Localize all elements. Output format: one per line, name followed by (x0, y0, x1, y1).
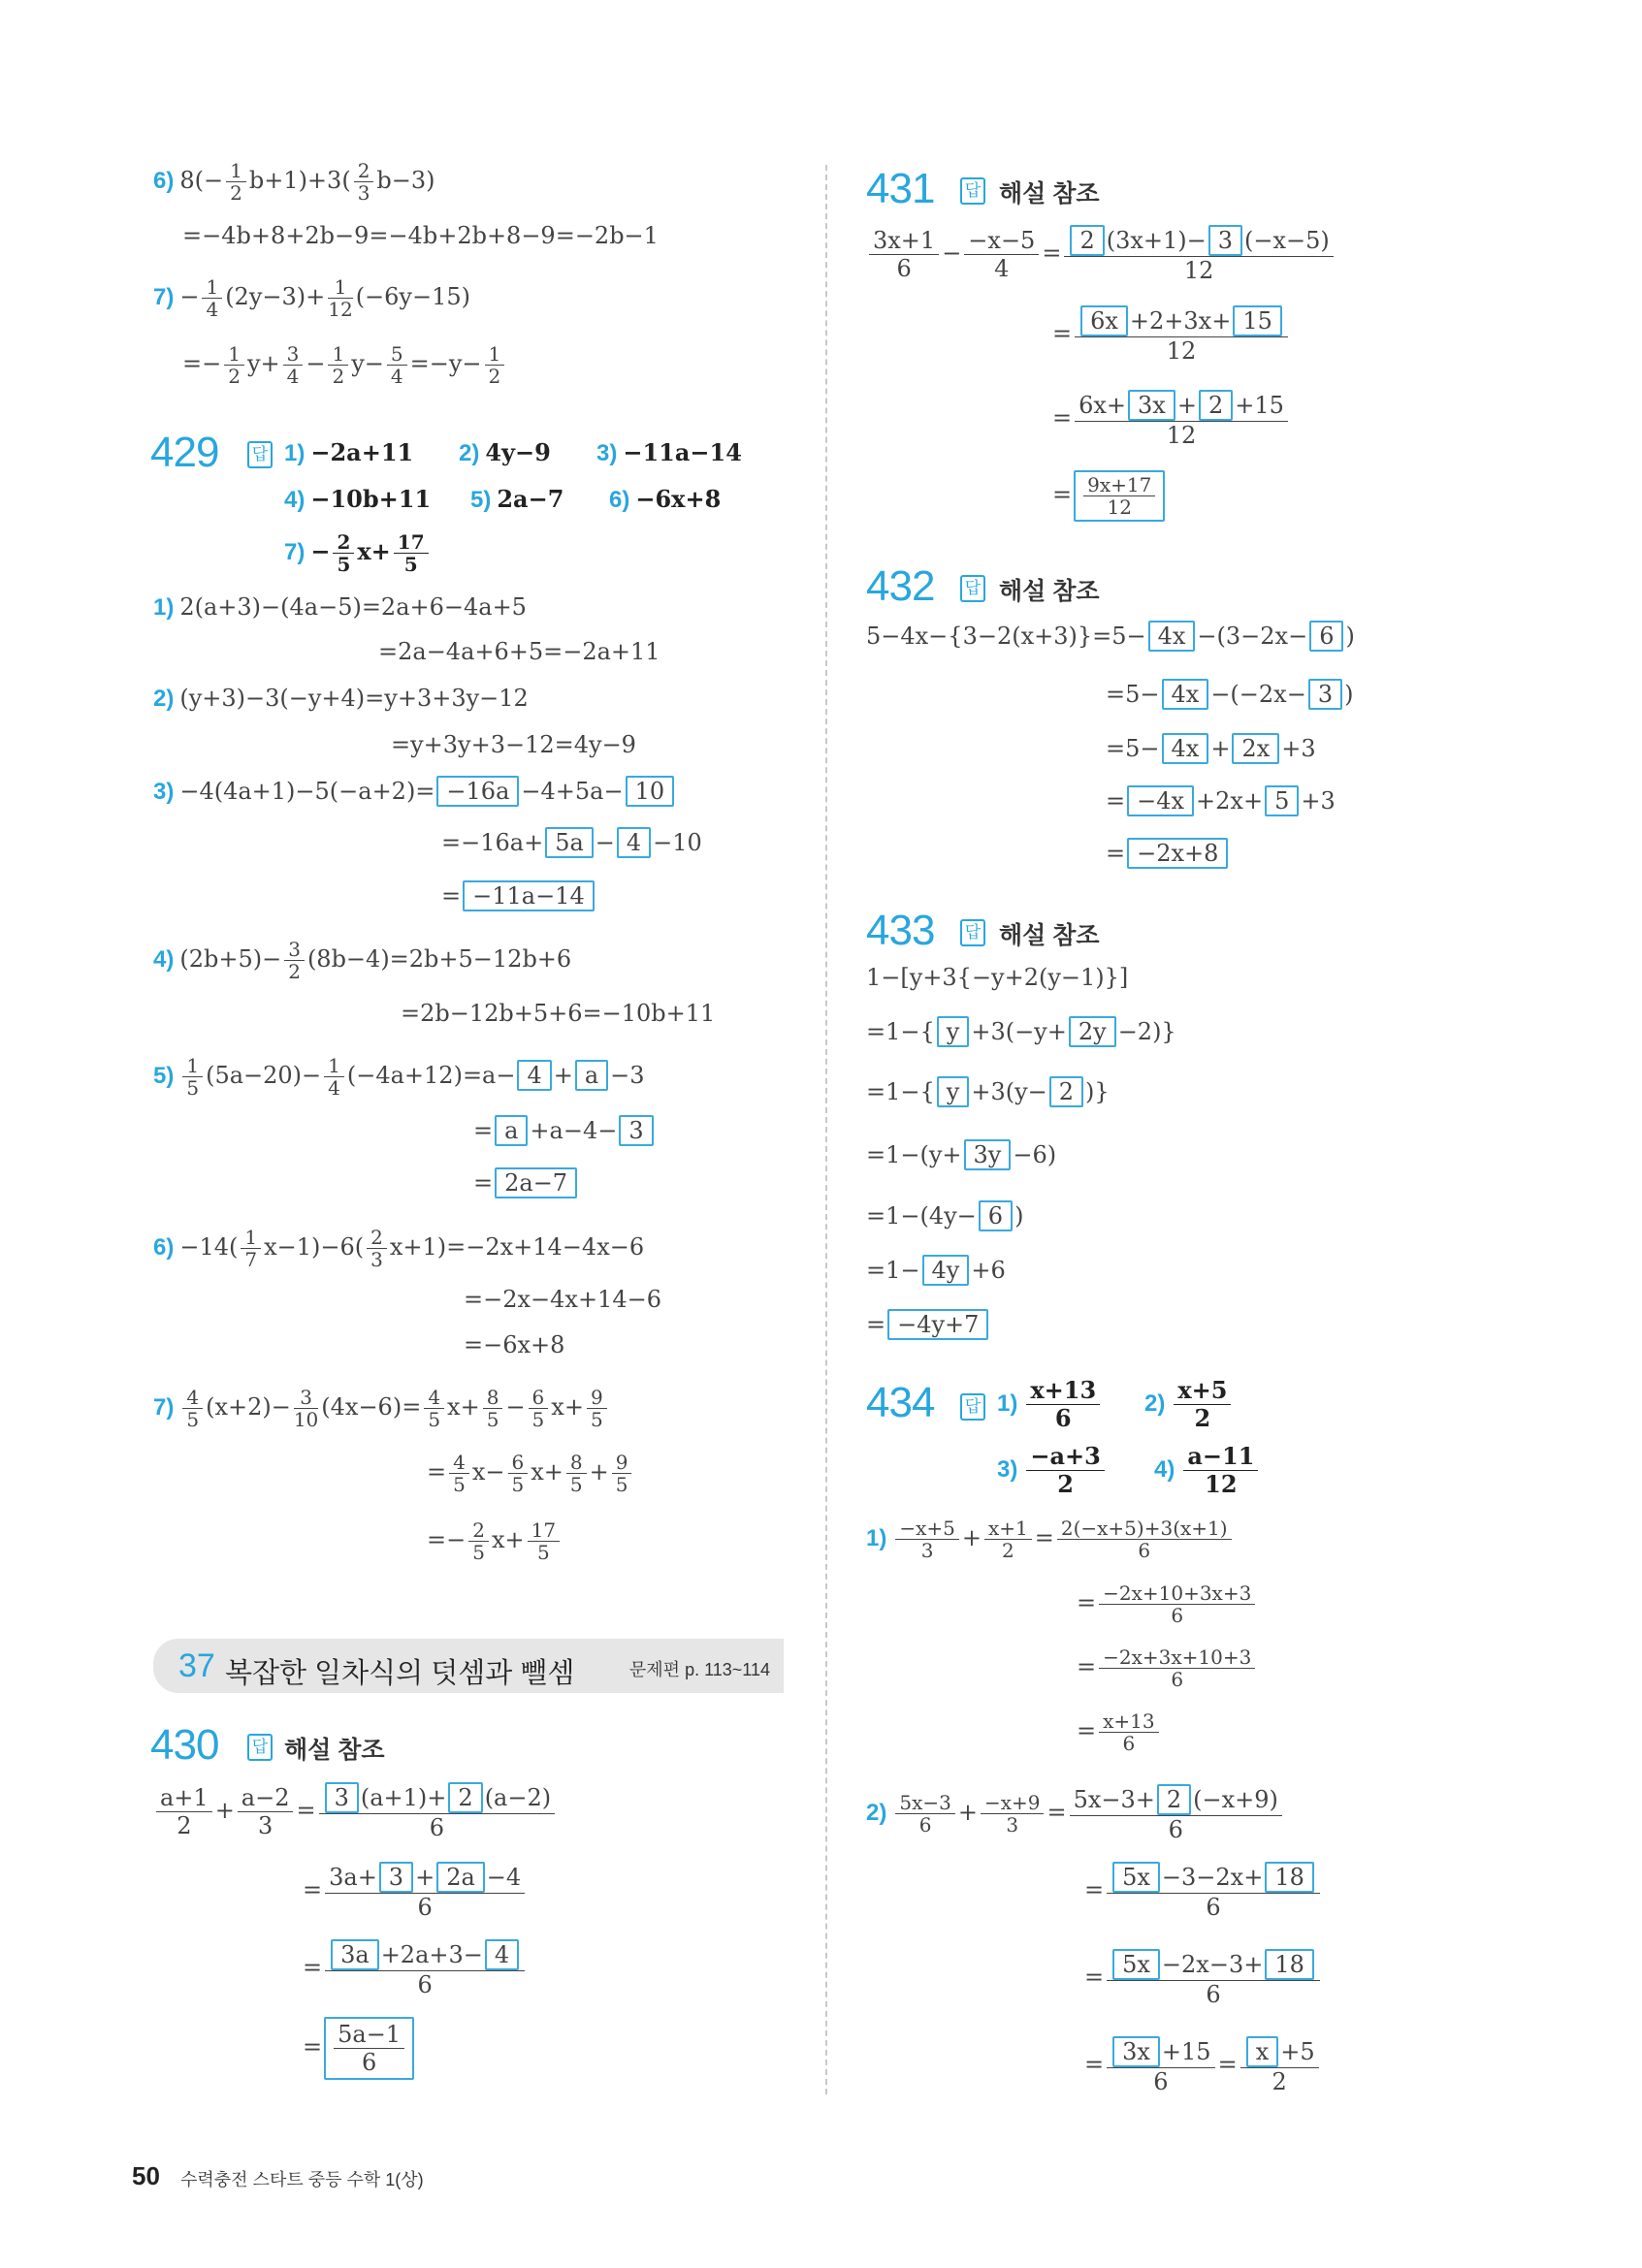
answer-429-7: 7) − $\frac{2}{5}$ x+ $\frac{17}{5}$ (284, 531, 432, 575)
answer-429-6: 6) −6x+8 (609, 485, 722, 513)
sol-429-2b: =y+3y+3−12=4y−9 (391, 731, 636, 758)
sol-430-line2: = $\frac{3a+ 3 + 2a -4}{6}$ (303, 1862, 528, 1921)
answer-badge: 답 (960, 177, 985, 205)
sol-429-3c: = −11a−14 (441, 880, 596, 911)
sol-429-2a: 2) (y+3)−3(−y+4)=y+3+3y−12 (153, 685, 529, 712)
sol-432-line1: 5−4x−{3−2(x+3)}=5− 4x −(3−2x− 6 ) (866, 623, 1355, 650)
sol-434-1-line1: 1) $\frac{-x+5}{3}$ + $\frac{x+1}{2}$ = $\frac{2(-x+5)+3(x+1)}{6}$ (866, 1517, 1235, 1561)
sol-430-line3: = $\frac{3a +2a+3- 4}{6}$ (303, 1939, 528, 1998)
sol-433-line2: =1−{ y +3(−y+ 2y −2)} (866, 1018, 1176, 1045)
book-title: 수력충전 스타트 중등 수학 1(상) (180, 2170, 424, 2189)
answer-429-3: 3) −11a−14 (596, 438, 742, 466)
sol-431-line2: = $\frac{6x +2+3x+ 15}{12}$ (1052, 305, 1291, 365)
sol-433-line1: 1−[y+3{−y+2(y−1)}] (866, 964, 1129, 991)
answer-432: 해설 참조 (999, 578, 1100, 605)
sol-433-line4: =1−(y+ 3y −6) (866, 1141, 1057, 1168)
answer-430: 해설 참조 (284, 1737, 385, 1764)
sol-429-4a: 4) (2b+5)− $\frac{3}{2}$ (8b−4)=2b+5−12b+6 (153, 938, 572, 983)
section-title: 복잡한 일차식의 덧셈과 뺄셈 (225, 1658, 575, 1689)
problem-number-430: 430 (150, 1721, 219, 1769)
sol-428-6-line1: 6) 8(− $\frac{1}{2}$ b+1)+3( $\frac{2}{3}$ b−3) (153, 159, 435, 205)
sol-428-6-line2: =−4b+8+2b−9=−4b+2b+8−9=−2b−1 (182, 222, 659, 249)
answer-431: 해설 참조 (999, 180, 1100, 208)
sol-429-5b: = a +a−4− 3 (473, 1115, 656, 1146)
problem-number-434: 434 (866, 1379, 935, 1426)
sol-429-3b: =−16a+ 5a − 4 −10 (441, 829, 702, 856)
sol-429-5a: 5) $\frac{1}{5}$ (5a−20)− $\frac{1}{4}$ (−4a+12)=a− 4 + a −3 (153, 1054, 645, 1100)
sol-429-7a: 7) $\frac{4}{5}$ (x+2)− $\frac{3}{10}$ (4x−6)= $\frac{4}{5}$ x+ $\frac{8}{5}$ − $\frac{6}{5}$ x+ $\frac{9}{5}$ (153, 1387, 610, 1430)
sol-428-7-line1: 7) − $\frac{1}{4}$ (2y−3)+ $\frac{1}{12}$ (−6y−15) (153, 275, 470, 321)
sol-431-line3: = $\frac{6x+ 3x + 2 +15}{12}$ (1052, 390, 1291, 449)
problem-number-432: 432 (866, 562, 935, 610)
sol-434-1-line3: = $\frac{-2x+3x+10+3}{6}$ (1077, 1646, 1258, 1690)
sol-433-line7: = −4y+7 (866, 1309, 990, 1340)
section-number: 37 (178, 1647, 215, 1684)
sol-429-7c: =− $\frac{2}{5}$ x+ $\frac{17}{5}$ (427, 1519, 563, 1563)
problem-number-429: 429 (150, 429, 219, 476)
sol-429-6a: 6) −14( $\frac{1}{7}$ x−1)−6( $\frac{2}{3}$ x+1)=−2x+14−4x−6 (153, 1226, 645, 1271)
answer-429-5: 5) 2a−7 (470, 485, 564, 513)
page-number: 50 (132, 2161, 160, 2190)
answer-badge: 답 (247, 441, 273, 468)
sol-429-3a: 3) −4(4a+1)−5(−a+2)= −16a −4+5a− 10 (153, 776, 676, 807)
answer-434-3: 3) $\frac{-a+3}{2}$ (997, 1443, 1108, 1498)
answer-badge: 답 (960, 919, 985, 946)
sol-434-2-line4: = $\frac{3x +15}{6}$ = $\frac{x +5}{2}$ (1084, 2036, 1322, 2095)
sol-432-line2: =5− 4x −(−2x− 3 ) (1106, 681, 1354, 708)
sol-431-line1: $\frac{3x+1}{6}$ − $\frac{-x-5}{4}$ = $\frac{2 (3x+1)- 3 (-x-5)}{12}$ (866, 225, 1336, 284)
sol-429-5c: = 2a−7 (473, 1167, 579, 1198)
sol-429-6c: =−6x+8 (464, 1331, 565, 1358)
sol-429-1a: 1) 2(a+3)−(4a−5)=2a+6−4a+5 (153, 593, 527, 621)
answer-badge: 답 (960, 575, 985, 602)
sol-429-4b: =2b−12b+5+6=−10b+11 (401, 1000, 716, 1027)
sol-433-line3: =1−{ y +3(y− 2 )} (866, 1078, 1110, 1105)
answer-badge: 답 (960, 1393, 985, 1421)
sol-433-line6: =1− 4y +6 (866, 1257, 1006, 1284)
sol-428-7-line2: =− $\frac{1}{2}$ y+ $\frac{3}{4}$ − $\frac{1}{2}$ y− $\frac{5}{4}$ =−y− $\frac{1}{2}$ (182, 343, 507, 387)
sol-433-line5: =1−(4y− 6 ) (866, 1202, 1024, 1230)
sol-434-2-line2: = $\frac{5x -3-2x+ 18}{6}$ (1084, 1862, 1323, 1921)
answer-434-1: 1) $\frac{x+13}{6}$ (997, 1377, 1103, 1432)
sol-434-1-line2: = $\frac{-2x+10+3x+3}{6}$ (1077, 1582, 1258, 1626)
sol-429-7b: = $\frac{4}{5}$ x− $\frac{6}{5}$ x+ $\frac{8}{5}$ + $\frac{9}{5}$ (427, 1452, 634, 1495)
problem-number-433: 433 (866, 907, 935, 954)
sol-434-1-line4: = $\frac{x+13}{6}$ (1077, 1710, 1162, 1754)
sol-429-1b: =2a−4a+6+5=−2a+11 (378, 638, 660, 665)
sol-434-2-line3: = $\frac{5x -2x-3+ 18}{6}$ (1084, 1949, 1323, 2008)
sol-432-line4: = −4x +2x+ 5 +3 (1106, 787, 1336, 815)
sol-432-line3: =5− 4x + 2x +3 (1106, 735, 1316, 762)
answer-badge: 답 (247, 1734, 273, 1761)
section-header (153, 1639, 784, 1693)
column-divider (825, 165, 827, 2094)
answer-434-2: 2) $\frac{x+5}{2}$ (1144, 1377, 1234, 1432)
sol-434-2-line1: 2) $\frac{5x-3}{6}$ + $\frac{-x+9}{3}$ = $\frac{5x-3+ 2 (-x+9)}{6}$ (866, 1784, 1285, 1843)
sol-430-line1: $\frac{a+1}{2}$ + $\frac{a-2}{3}$ = $\frac{3 (a+1)+ 2 (a-2)}{6}$ (153, 1782, 558, 1841)
answer-434-4: 4) $\frac{a-11}{12}$ (1154, 1443, 1261, 1498)
answer-429-2: 2) 4y−9 (459, 438, 551, 466)
sol-432-line5: = −2x+8 (1106, 838, 1230, 869)
section-page-ref: 문제편 p. 113~114 (628, 1660, 770, 1679)
sol-431-line4: = $\frac{9x+17}{12}$ (1052, 470, 1167, 522)
problem-number-431: 431 (866, 165, 935, 212)
answer-429-4: 4) −10b+11 (284, 485, 432, 513)
sol-429-6b: =−2x−4x+14−6 (464, 1286, 661, 1313)
sol-430-line4: = $\frac{5a-1}{6}$ (303, 2017, 416, 2080)
answer-433: 해설 참조 (999, 922, 1100, 949)
answer-429-1: 1) −2a+11 (284, 438, 414, 466)
